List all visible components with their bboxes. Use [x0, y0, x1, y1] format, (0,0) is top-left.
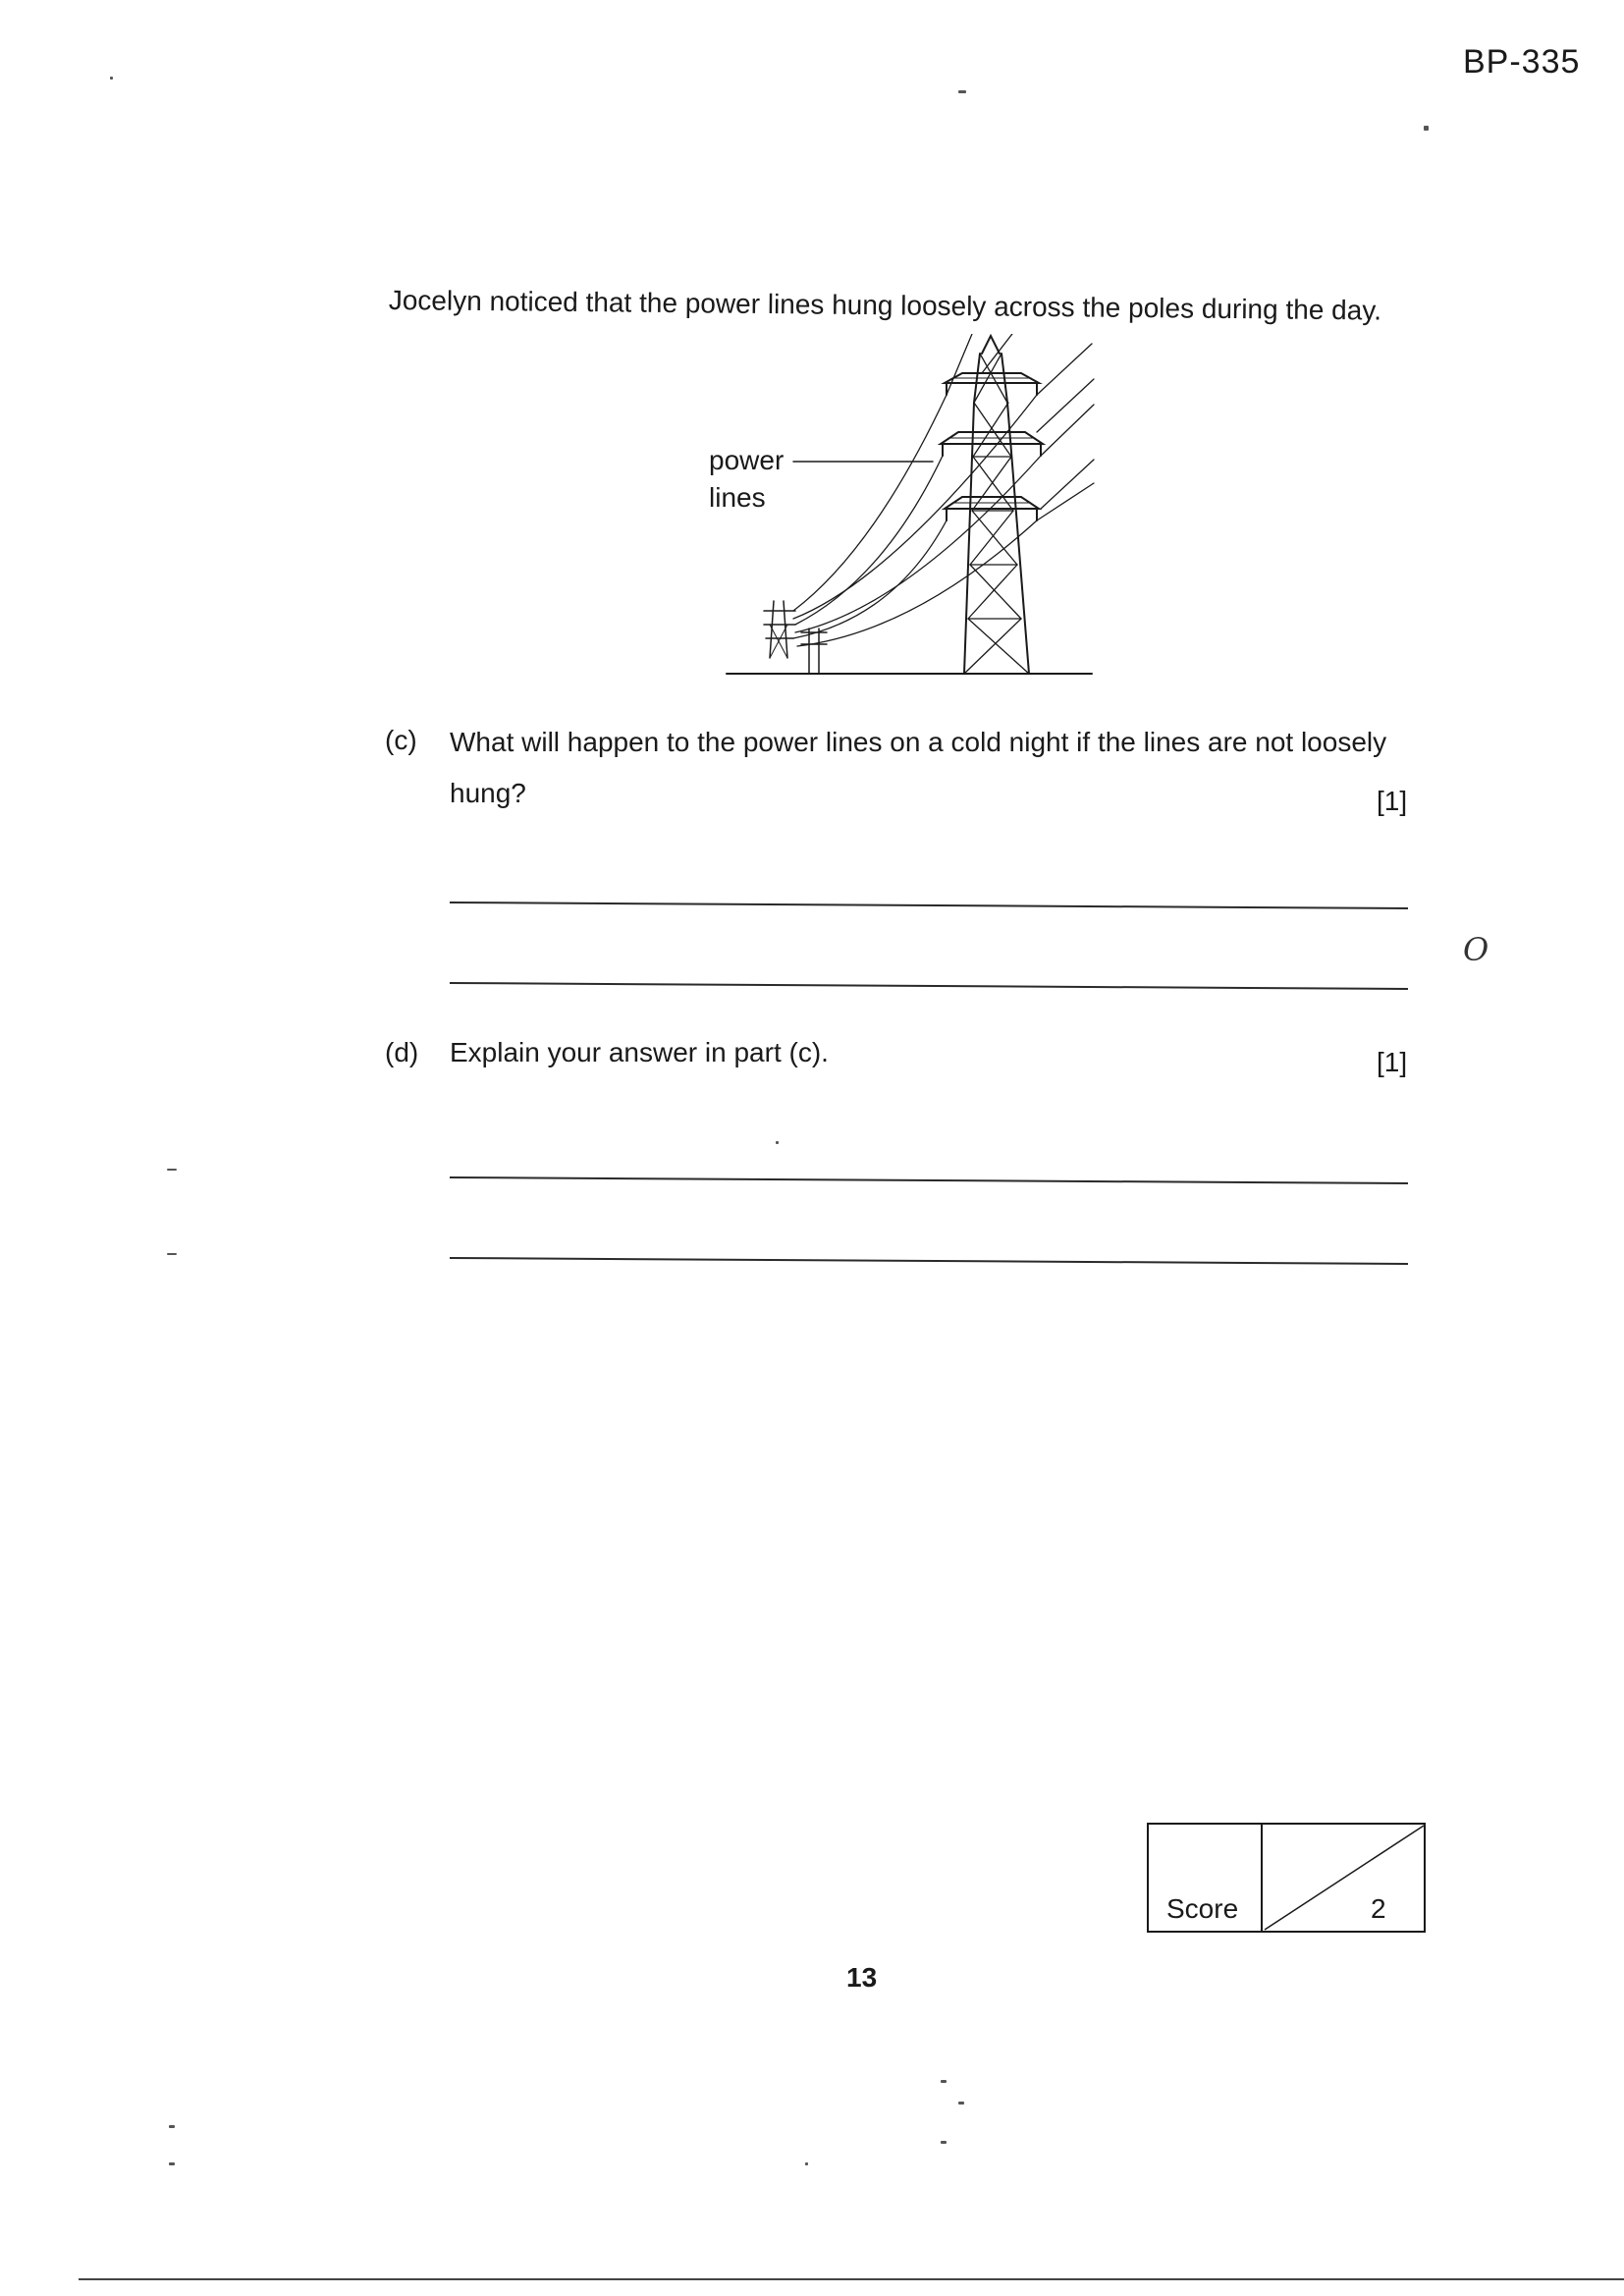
answer-line-d-1[interactable] [450, 1176, 1408, 1184]
score-box [1147, 1822, 1426, 1935]
score-max: 2 [1371, 1893, 1386, 1924]
question-c-text [450, 717, 1386, 819]
scan-speck [1424, 126, 1429, 131]
power-lines-label [709, 442, 784, 517]
power-lines-label-line1: power [709, 445, 785, 475]
question-d-line1: Explain your answer in part (c). [450, 1037, 829, 1067]
question-d-marks: [1] [1377, 1047, 1408, 1077]
scan-speck [167, 1169, 177, 1171]
scan-speck [169, 2125, 175, 2128]
intro-text: Jocelyn noticed that the power lines hung loosely across the poles during the day. [388, 285, 1382, 326]
score-label: Score [1166, 1893, 1239, 1924]
scan-speck [805, 2162, 808, 2165]
question-c-line1: What will happen to the power lines on a cold night if the lines are not loosely [450, 727, 1387, 757]
question-d-label: (d) [385, 1037, 419, 1067]
document-code: BP-335 [1463, 43, 1581, 81]
question-c-marks: [1] [1377, 786, 1408, 816]
scan-speck [941, 2141, 947, 2144]
answer-line-c-2[interactable] [450, 982, 1408, 990]
scan-speck [958, 90, 966, 93]
scan-speck [941, 2080, 947, 2083]
scan-speck [776, 1141, 779, 1144]
question-c-label: (c) [385, 725, 417, 755]
question-c-line2: hung? [450, 778, 526, 808]
scan-speck [958, 2102, 964, 2105]
answer-line-d-2[interactable] [450, 1257, 1408, 1265]
scan-speck [110, 77, 113, 80]
power-tower-figure [687, 334, 1119, 687]
question-d-text [450, 1027, 829, 1078]
power-lines-label-line2: lines [709, 482, 766, 513]
margin-mark: O [1463, 931, 1489, 968]
page-number: 13 [846, 1962, 878, 1993]
answer-line-c-1[interactable] [450, 902, 1408, 909]
scan-speck [169, 2162, 175, 2165]
scan-speck [167, 1253, 177, 1255]
page-bottom-edge [79, 2278, 1624, 2280]
